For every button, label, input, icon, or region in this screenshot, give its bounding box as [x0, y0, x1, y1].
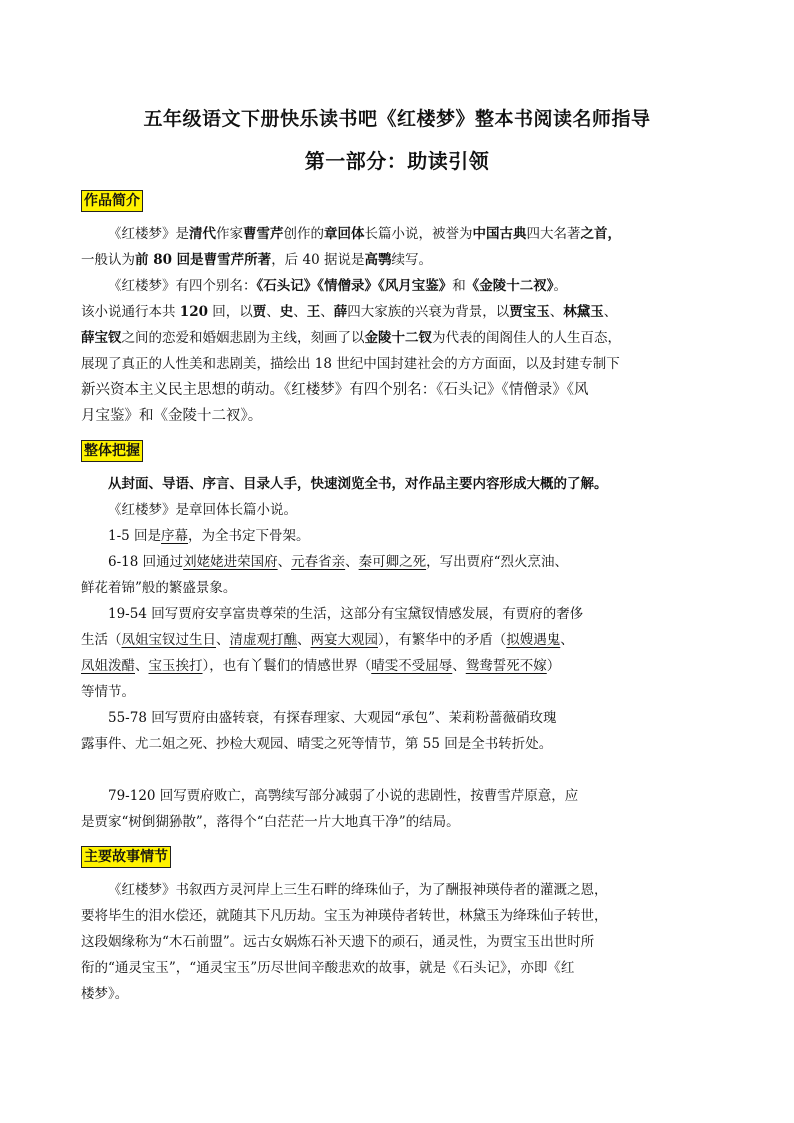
bold-term: 薛 — [333, 304, 348, 320]
text-run: 之间的恋爱和婚姻悲剧为主线，刻画了以 — [121, 330, 365, 346]
bold-term: 中国古典 — [472, 226, 527, 242]
bold-term: 《石头记》《情僧录》《风月宝鉴》 — [256, 278, 453, 294]
underlined-term: 凤姐泼醋 — [81, 658, 135, 674]
underlined-term: 凤姐宝钗过生日 — [121, 632, 216, 648]
text-run: 是贾家“树倒猢狲散”，落得个“白茫茫一片大地真干净”的结局。 — [81, 814, 460, 830]
document-title: 五年级语文下册快乐读书吧《红楼梦》整本书阅读名师指导 — [143, 108, 651, 130]
text-run: ，为全书定下骨架。 — [188, 528, 310, 544]
text-line-lead — [108, 474, 718, 494]
text-run: 等情节。 — [81, 684, 135, 700]
underlined-term: 元春省亲 — [291, 554, 346, 570]
section-label-story: 主要故事情节 — [81, 846, 171, 868]
text-line — [108, 880, 718, 900]
text-run: ），也有丫鬟们的情感世界（ — [202, 658, 372, 674]
section-label-overall: 整体把握 — [81, 440, 143, 462]
text-line — [81, 906, 716, 926]
text-line — [81, 932, 716, 952]
text-line — [81, 734, 716, 754]
text-line — [81, 302, 716, 322]
text-line — [108, 276, 718, 296]
text-run: 四大家族的兴衰为背景，以 — [347, 304, 510, 320]
text-line — [81, 656, 716, 676]
underlined-term: 清虚观打醮 — [229, 632, 297, 648]
text-run: 、 — [320, 304, 334, 320]
text-line — [81, 958, 716, 978]
text-line — [108, 708, 718, 728]
text-line — [81, 354, 716, 374]
text-run: 为代表的闺阁佳人的人生百态， — [432, 330, 621, 346]
text-run: ，写出贾府“烈火烹油、 — [426, 554, 569, 570]
underlined-term: 序幕 — [161, 528, 189, 544]
text-run: 《红楼梦》是 — [108, 226, 189, 242]
text-run: 创作的 — [283, 226, 324, 242]
text-line — [108, 786, 718, 806]
text-run: 、 — [603, 304, 618, 320]
underlined-term: 晴雯不受屈辱 — [371, 658, 453, 674]
text-line — [108, 500, 718, 520]
bold-term: 王 — [306, 304, 321, 320]
text-run: 、 — [549, 304, 564, 320]
text-run: 6-18 回通过 — [108, 554, 184, 570]
bold-term: 120 — [179, 304, 208, 320]
text-run: ，后 40 据说是 — [271, 252, 365, 268]
document-subtitle: 第一部分：助读引领 — [304, 149, 490, 173]
text-line — [81, 250, 716, 270]
text-run: 和 — [452, 278, 466, 294]
text-run: 。 — [553, 278, 567, 294]
text-line — [108, 552, 718, 572]
text-run: 一般认为 — [81, 252, 135, 268]
bold-term: 金陵十二钗 — [364, 330, 432, 346]
section-label-intro: 作品简介 — [81, 190, 143, 212]
text-line — [108, 224, 718, 244]
text-run: 展现了真正的人性美和悲剧美，描绘出 18 世纪中国封建社会的方方面面，以及封建专制下 — [81, 356, 620, 372]
text-line — [81, 406, 716, 426]
text-run: 这段姻缘称为“木石前盟”。远古女娲炼石补天遗下的顽石，通灵性，为贾宝玉出世时所 — [81, 934, 595, 950]
text-run: 四大名著 — [526, 226, 581, 242]
text-run: 19-54 回写贾府安享富贵尊荣的生活，这部分有宝黛钗情感发展，有贾府的奢侈 — [108, 606, 584, 622]
bold-term: 清代 — [189, 226, 216, 242]
text-line — [81, 630, 716, 650]
text-run: 要将毕生的泪水偿还，就随其下凡历劫。宝玉为神瑛侍者转世，林黛玉为绛珠仙子转世， — [81, 908, 608, 924]
text-run: ），有繁华中的矛盾（ — [378, 632, 507, 648]
text-run: 《红楼梦》有四个别名： — [108, 278, 257, 294]
text-run: 、 — [266, 304, 280, 320]
text-run: 长篇小说，被誉为 — [364, 226, 473, 242]
text-run: 、 — [216, 632, 230, 648]
text-line — [81, 682, 716, 702]
bold-term: 前 80 回是曹雪芹所著 — [135, 252, 272, 268]
bold-term: 林黛玉 — [563, 304, 604, 320]
underlined-term: 鸳鸯誓死不嫁 — [465, 658, 547, 674]
text-line — [81, 984, 716, 1004]
text-run: 、 — [277, 554, 292, 570]
bold-term: 曹雪芹 — [243, 226, 284, 242]
text-run: 、 — [452, 658, 466, 674]
bold-term: 贾宝玉 — [509, 304, 550, 320]
text-run: 楼梦》。 — [81, 986, 129, 1002]
underlined-term: 两宴大观园 — [310, 632, 378, 648]
text-run: 《红楼梦》书叙西方灵河岸上三生石畔的绛珠仙子，为了酬报神瑛侍者的灌溉之恩， — [108, 882, 608, 898]
bold-term: 章回体 — [324, 226, 365, 242]
text-line — [108, 526, 718, 546]
text-run: 生活（ — [81, 632, 122, 648]
bold-term: 薛宝钗 — [81, 330, 122, 346]
underlined-term: 秦可卿之死 — [358, 554, 427, 570]
text-run: 1-5 回是 — [108, 528, 162, 544]
text-run: 79-120 回写贾府败亡，高鹗续写部分减弱了小说的悲剧性，按曹雪芹原意，应 — [108, 788, 579, 804]
text-run: 露事件、尤二姐之死、抄检大观园、晴雯之死等情节，第 55 回是全书转折处。 — [81, 736, 553, 752]
underlined-term: 宝玉挨打 — [148, 658, 203, 674]
text-line — [81, 812, 716, 832]
text-run: 55-78 回写贾府由盛转衰，有探春理家、大观园“承包”、茉莉粉蔷薇硝玫瑰 — [108, 710, 557, 726]
bold-term: 之首， — [580, 226, 621, 242]
text-line — [108, 604, 718, 624]
text-run: 该小说通行本共 — [81, 304, 180, 320]
underlined-term: 刘姥姥进荣国府 — [183, 554, 278, 570]
text-run: 从封面、导语、序言、目录人手，快速浏览全书，对作品主要内容形成大概的了解。 — [108, 476, 608, 492]
text-run: 《红楼梦》是章回体长篇小说。 — [108, 502, 297, 518]
text-run: 、 — [345, 554, 359, 570]
bold-term: 高鹗 — [364, 252, 392, 268]
text-run: ） — [546, 658, 561, 674]
text-run: 鲜花着锦”般的繁盛景象。 — [81, 580, 237, 596]
text-line — [81, 578, 716, 598]
text-run: 作家 — [216, 226, 243, 242]
text-run: 、 — [560, 632, 574, 648]
bold-term: 史 — [279, 304, 294, 320]
bold-term: 贾 — [252, 304, 267, 320]
text-run: 回，以 — [207, 304, 253, 320]
underlined-term: 拟嫂遇鬼 — [506, 632, 561, 648]
text-line — [81, 328, 716, 348]
text-run: 衔的“通灵宝玉”，“通灵宝玉”历尽世间辛酸悲欢的故事，就是《石头记》，亦即《红 — [81, 960, 575, 976]
text-run: 续写。 — [391, 252, 432, 268]
text-run: 、 — [293, 304, 307, 320]
text-run: 、 — [297, 632, 311, 648]
text-run: 月宝鉴》和《金陵十二衩》。 — [81, 408, 263, 424]
text-run: 、 — [135, 658, 149, 674]
text-run: 新兴资本主义民主思想的萌动。《红楼梦》有四个别名：《石头记》《情僧录》《风 — [81, 382, 589, 398]
text-line — [81, 380, 716, 400]
bold-term: 《金陵十二衩》 — [465, 278, 554, 294]
